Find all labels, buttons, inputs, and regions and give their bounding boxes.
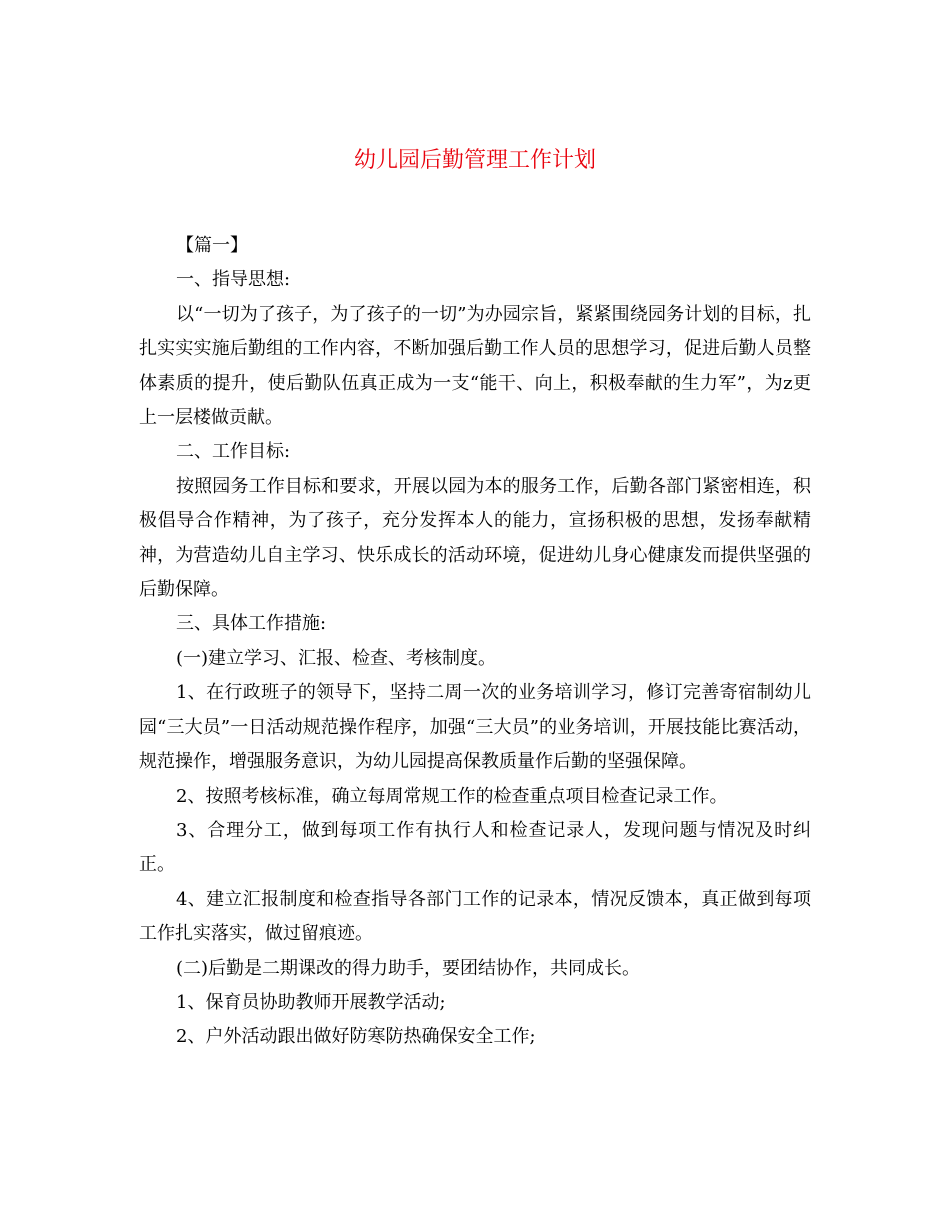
subheading-curriculum-reform: (二)后勤是二期课改的得力助手，要团结协作，共同成长。 bbox=[176, 957, 641, 979]
list-item-3: 3、合理分工，做到每项工作有执行人和检查记录人，发现问题与情况及时纠正。 bbox=[139, 819, 811, 876]
heading-guiding-thought: 一、指导思想: bbox=[176, 269, 291, 291]
paragraph-work-goals: 按照园务工作目标和要求，开展以园为本的服务工作，后勤各部门紧密相连，积极倡导合作精神，为了孩子，充分发挥本人的能力，宣扬积极的思想，发扬奉献精神，为营造幼儿自主学习、快乐成长的活动环境，促进幼儿身心健康发而提供坚强的后勤保障。 bbox=[139, 475, 811, 601]
subheading-system: (一)建立学习、汇报、检查、考核制度。 bbox=[176, 647, 497, 669]
list-item-6: 2、户外活动跟出做好防寒防热确保安全工作; bbox=[176, 1026, 536, 1048]
paragraph-guiding-thought: 以“一切为了孩子，为了孩子的一切”为办园宗旨，紧紧围绕园务计划的目标，扎扎实实实施后勤组的工作内容，不断加强后勤工作人员的思想学习，促进后勤人员整体素质的提升，使后勤队伍真正成为一支“能干、向上，积极奉献的生力军”，为z更上一层楼做贡献。 bbox=[139, 303, 811, 429]
list-item-4: 4、建立汇报制度和检查指导各部门工作的记录本，情况反馈本，真正做到每项工作扎实落实，做过留痕迹。 bbox=[139, 888, 811, 945]
heading-specific-measures: 三、具体工作措施: bbox=[176, 613, 327, 635]
list-item-2: 2、按照考核标准，确立每周常规工作的检查重点项目检查记录工作。 bbox=[176, 785, 728, 807]
document-body bbox=[139, 229, 811, 1055]
document-title: 幼儿园后勤管理工作计划 bbox=[353, 148, 596, 173]
section-label-part-one: 【篇一】 bbox=[176, 235, 248, 256]
list-item-1: 1、在行政班子的领导下，坚持二周一次的业务培训学习，修订完善寄宿制幼儿园“三大员”一日活动规范操作程序，加强“三大员”的业务培训，开展技能比赛活动，规范操作，增强服务意识，为幼儿园提高保教质量作后勤的坚强保障。 bbox=[139, 682, 811, 773]
heading-work-goals: 二、工作目标: bbox=[176, 441, 291, 463]
list-item-5: 1、保育员协助教师开展教学活动; bbox=[176, 991, 446, 1013]
